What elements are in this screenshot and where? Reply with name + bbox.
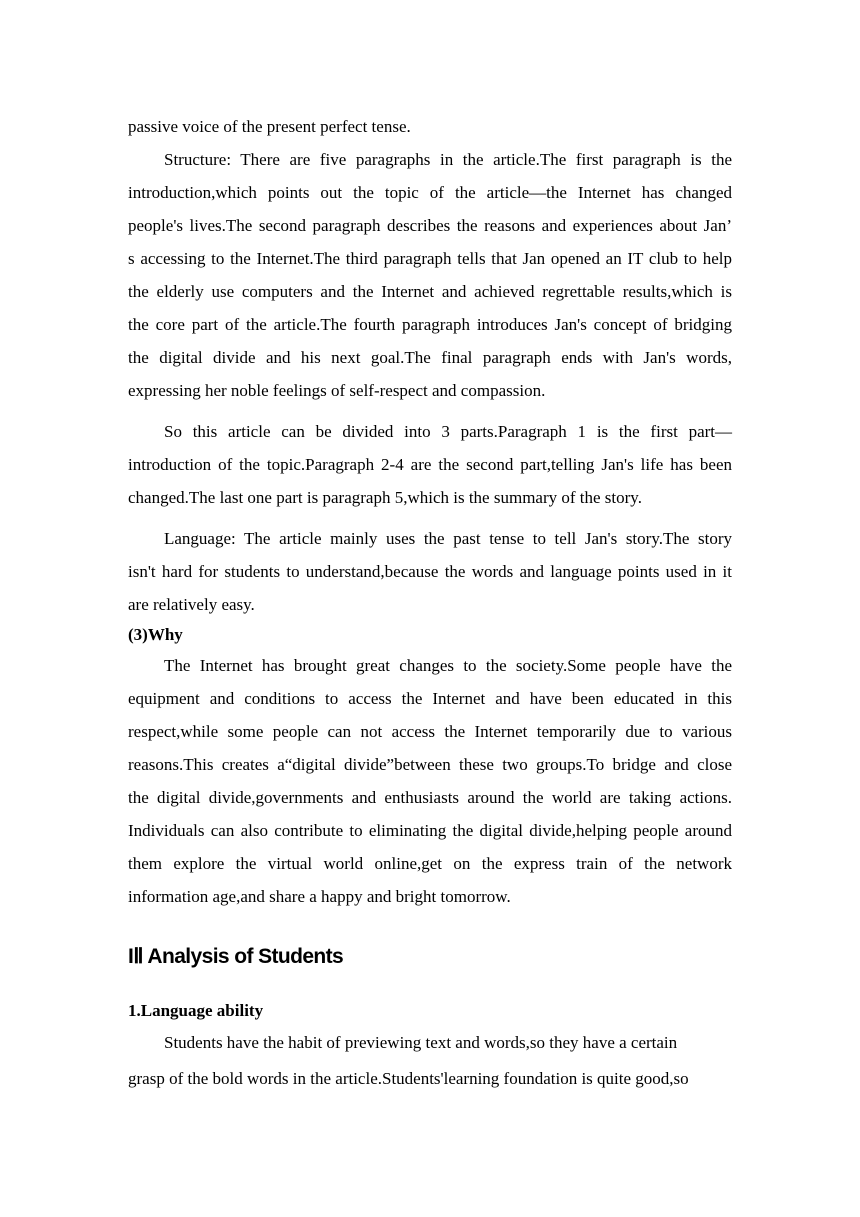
structure-line: introduction,which points out the topic of the article—the Internet has changed (128, 183, 732, 202)
why-line: equipment and conditions to access the Internet and have been educated in this (128, 689, 732, 708)
language-paragraph (128, 522, 732, 621)
why-line: information age,and share a happy and bright tomorrow. (128, 887, 511, 906)
students-line: grasp of the bold words in the article.Students'learning foundation is quite good,so (128, 1069, 689, 1088)
parts-paragraph (128, 415, 732, 514)
why-line: Individuals can also contribute to eliminating the digital divide,helping people around (128, 821, 732, 840)
structure-paragraph (128, 143, 732, 407)
why-heading: (3)Why (128, 625, 183, 644)
why-line: The Internet has brought great changes to the society.Some people have the (164, 656, 732, 675)
parts-line: So this article can be divided into 3 parts.Paragraph 1 is the first part— (164, 422, 732, 441)
why-line: them explore the virtual world online,get on the express train of the network (128, 854, 732, 873)
why-line: respect,while some people can not access the Internet temporarily due to various (128, 722, 732, 741)
parts-line: introduction of the topic.Paragraph 2-4 are the second part,telling Jan's life has been (128, 455, 732, 474)
why-paragraph (128, 649, 732, 913)
why-line: reasons.This creates a“digital divide”between these two groups.To bridge and close (128, 755, 732, 774)
students-paragraph (128, 1025, 732, 1097)
structure-line: s accessing to the Internet.The third paragraph tells that Jan opened an IT club to help (128, 249, 732, 268)
structure-line: the digital divide and his next goal.The final paragraph ends with Jan's words, (128, 348, 732, 367)
intro-line: passive voice of the present perfect tense. (128, 117, 411, 136)
structure-line: expressing her noble feelings of self-respect and compassion. (128, 381, 546, 400)
structure-line: the core part of the article.The fourth paragraph introduces Jan's concept of bridging (128, 315, 732, 334)
language-ability-heading: 1.Language ability (128, 1001, 264, 1020)
language-line: isn't hard for students to understand,because the words and language points used in it (128, 562, 732, 581)
structure-line: the elderly use computers and the Internet and achieved regrettable results,which is (128, 282, 732, 301)
language-line: are relatively easy. (128, 595, 255, 614)
section-heading: IⅡ Analysis of Students (128, 945, 344, 968)
language-line: Language: The article mainly uses the past tense to tell Jan's story.The story (164, 529, 732, 548)
document-page (128, 110, 732, 1097)
structure-line: Structure: There are five paragraphs in the article.The first paragraph is the (164, 150, 732, 169)
why-line: the digital divide,governments and enthusiasts around the world are taking actions. (128, 788, 732, 807)
structure-line: people's lives.The second paragraph describes the reasons and experiences about Jan’ (128, 216, 732, 235)
students-line: Students have the habit of previewing text and words,so they have a certain (164, 1033, 678, 1052)
parts-line: changed.The last one part is paragraph 5,which is the summary of the story. (128, 488, 642, 507)
